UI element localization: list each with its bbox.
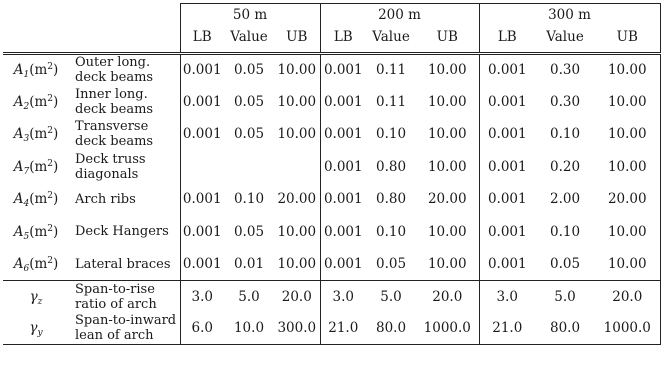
- symbol-base: A: [13, 191, 24, 208]
- row-description: [69, 118, 180, 151]
- cell-300m-value: 5.0: [535, 281, 595, 313]
- description-line-2: deck beams: [75, 134, 154, 150]
- cell-300m-value: 2.00: [550, 191, 581, 208]
- header-blank: [3, 4, 180, 24]
- symbol-unit: (m: [29, 191, 48, 208]
- row-description: [69, 151, 180, 184]
- cell-200m-ub: 10.00: [416, 53, 479, 86]
- symbol-subscript: 1: [23, 70, 30, 80]
- cell-200m-ub: 10.00: [416, 248, 479, 281]
- cell-300m-ub: 20.0: [595, 281, 660, 313]
- cell-300m-ub: 10.00: [595, 216, 660, 249]
- col-header-ub: UB: [416, 23, 479, 53]
- cell-200m-value: 0.80: [376, 158, 407, 175]
- cell-200m-value: 0.05: [376, 256, 407, 272]
- symbol-subscript: 3: [23, 134, 30, 145]
- symbol-close: ): [53, 93, 59, 110]
- cell-50m-lb: [180, 151, 224, 184]
- cell-300m-lb: 3.0: [479, 281, 535, 313]
- cell-300m-lb: 0.001: [487, 223, 527, 240]
- row-symbol: [3, 151, 69, 184]
- symbol-base: A: [13, 256, 24, 272]
- cell-200m-ub: 10.00: [416, 151, 479, 184]
- cell-200m-lb: 0.001: [323, 223, 363, 240]
- cell-200m-ub: 1000.0: [416, 313, 479, 345]
- symbol-exponent: 2: [47, 126, 53, 137]
- row-description: [69, 313, 180, 345]
- symbol-exponent: 2: [47, 191, 53, 202]
- symbol-base: A: [13, 93, 24, 110]
- row-symbol: [3, 281, 69, 313]
- cell-50m-ub: 300.0: [274, 313, 320, 345]
- cell-50m-lb: 0.001: [182, 93, 222, 110]
- cell-200m-lb: 0.001: [323, 191, 363, 208]
- gamma-row: [3, 313, 660, 345]
- cell-300m-ub: 10.00: [595, 248, 660, 281]
- row-symbol: [3, 53, 69, 86]
- area-row: [3, 151, 660, 184]
- col-header-lb: LB: [320, 23, 366, 53]
- col-header-value: Value: [366, 23, 416, 53]
- symbol-exponent: 2: [47, 223, 53, 234]
- row-description: [69, 216, 180, 249]
- cell-300m-lb: 21.0: [479, 313, 535, 345]
- cell-200m-lb: 0.001: [323, 256, 363, 272]
- cell-300m-value: 80.0: [535, 313, 595, 345]
- symbol-exponent: 2: [47, 158, 53, 169]
- symbol-close: ): [53, 191, 59, 208]
- cell-200m-lb: 21.0: [320, 313, 366, 345]
- symbol-close: ): [53, 158, 59, 175]
- symbol-unit: (m: [29, 223, 48, 240]
- cell-50m-ub: 10.00: [274, 53, 320, 86]
- symbol-base: γ: [29, 288, 38, 305]
- description-line-2: ratio of arch: [75, 296, 157, 312]
- cell-300m-lb: 0.001: [487, 256, 527, 272]
- symbol-subscript: 6: [23, 264, 30, 274]
- cell-50m-value: 0.01: [233, 256, 265, 272]
- description-line-1: Lateral braces: [75, 256, 171, 272]
- col-header-value: Value: [224, 23, 274, 53]
- cell-50m-lb: 0.001: [182, 62, 222, 78]
- cell-300m-value: 0.30: [550, 93, 581, 110]
- cell-50m-ub: 10.00: [274, 216, 320, 249]
- cell-200m-lb: 0.001: [323, 62, 363, 78]
- cell-300m-lb: 0.001: [487, 93, 527, 110]
- symbol-base: A: [13, 158, 24, 175]
- cell-300m-value: 0.10: [550, 223, 581, 240]
- cell-50m-ub: 10.00: [274, 118, 320, 151]
- cell-50m-lb: 6.0: [180, 313, 224, 345]
- symbol-close: ): [53, 223, 59, 240]
- cell-200m-value: 0.10: [376, 223, 407, 240]
- cell-50m-lb: 0.001: [182, 256, 222, 272]
- cell-300m-ub: 10.00: [595, 86, 660, 119]
- cell-300m-value: 0.10: [550, 126, 581, 143]
- area-row: [3, 248, 660, 281]
- cell-300m-value: 0.30: [550, 62, 581, 78]
- group-header-200m: 200 m: [320, 4, 479, 24]
- symbol-base: A: [13, 62, 24, 78]
- description-line-2: deck beams: [75, 101, 154, 117]
- symbol-exponent: 2: [47, 62, 53, 72]
- cell-50m-ub: 20.00: [274, 183, 320, 216]
- cell-50m-ub: 20.0: [274, 281, 320, 313]
- header-blank-2: [3, 23, 180, 53]
- cell-200m-lb: 0.001: [323, 93, 363, 110]
- parameter-bounds-table: [3, 3, 661, 345]
- cell-300m-lb: 0.001: [487, 191, 527, 208]
- symbol-subscript: z: [37, 296, 43, 307]
- group-header-50m: 50 m: [180, 4, 320, 24]
- cell-50m-value: 0.05: [233, 93, 265, 110]
- cell-300m-ub: 10.00: [595, 118, 660, 151]
- cell-200m-lb: 3.0: [320, 281, 366, 313]
- symbol-unit: (m: [29, 158, 48, 175]
- symbol-unit: (m: [29, 126, 48, 143]
- cell-300m-ub: 10.00: [595, 53, 660, 86]
- symbol-unit: (m: [29, 256, 48, 272]
- cell-300m-lb: 0.001: [487, 126, 527, 143]
- col-header-value: Value: [535, 23, 595, 53]
- symbol-close: ): [53, 256, 59, 272]
- cell-300m-ub: 10.00: [595, 151, 660, 184]
- symbol-subscript: 4: [23, 199, 30, 210]
- cell-200m-ub: 20.00: [416, 183, 479, 216]
- symbol-base: A: [13, 126, 24, 143]
- row-symbol: [3, 183, 69, 216]
- row-description: [69, 281, 180, 313]
- col-header-lb: LB: [479, 23, 535, 53]
- row-symbol: [3, 86, 69, 119]
- description-line-1: Inner long.: [75, 86, 148, 102]
- symbol-base: γ: [29, 320, 38, 337]
- col-header-lb: LB: [180, 23, 224, 53]
- row-symbol: [3, 216, 69, 249]
- group-header-300m: 300 m: [479, 4, 660, 24]
- description-line-2: lean of arch: [75, 328, 154, 344]
- description-line-1: Arch ribs: [75, 191, 136, 207]
- cell-50m-value: 5.0: [224, 281, 274, 313]
- col-header-ub: UB: [274, 23, 320, 53]
- description-line-1: Deck Hangers: [75, 224, 169, 240]
- symbol-subscript: 7: [23, 166, 30, 177]
- cell-50m-value: 10.0: [224, 313, 274, 345]
- cell-200m-value: 5.0: [366, 281, 416, 313]
- cell-50m-value: [224, 151, 274, 184]
- row-symbol: [3, 313, 69, 345]
- cell-50m-value: 0.10: [233, 191, 265, 208]
- row-description: [69, 248, 180, 281]
- symbol-close: ): [53, 62, 59, 78]
- cell-200m-ub: 10.00: [416, 216, 479, 249]
- description-line-1: Transverse: [75, 119, 149, 135]
- cell-200m-value: 0.11: [376, 93, 407, 110]
- cell-300m-lb: 0.001: [487, 62, 527, 78]
- symbol-subscript: 5: [23, 231, 30, 242]
- description-line-2: diagonals: [75, 166, 139, 182]
- area-row: [3, 53, 660, 86]
- cell-50m-lb: 0.001: [182, 223, 222, 240]
- cell-300m-value: 0.05: [550, 256, 581, 272]
- cell-50m-ub: 10.00: [274, 248, 320, 281]
- col-header-ub: UB: [595, 23, 660, 53]
- cell-200m-ub: 20.0: [416, 281, 479, 313]
- symbol-unit: (m: [29, 62, 48, 78]
- cell-50m-lb: 3.0: [180, 281, 224, 313]
- area-row: [3, 86, 660, 119]
- cell-200m-value: 0.11: [376, 62, 407, 78]
- description-line-1: Outer long.: [75, 55, 151, 70]
- symbol-subscript: y: [37, 328, 43, 339]
- symbol-exponent: 2: [47, 93, 53, 104]
- row-symbol: [3, 248, 69, 281]
- cell-200m-ub: 10.00: [416, 118, 479, 151]
- area-row: [3, 183, 660, 216]
- cell-200m-value: 0.80: [376, 191, 407, 208]
- description-line-1: Span-to-inward: [75, 313, 177, 329]
- cell-300m-lb: 0.001: [487, 158, 527, 175]
- cell-50m-lb: 0.001: [182, 126, 222, 143]
- cell-200m-value: 0.10: [376, 126, 407, 143]
- cell-300m-value: 0.20: [550, 158, 581, 175]
- cell-50m-value: 0.05: [233, 62, 265, 78]
- cell-50m-value: 0.05: [233, 223, 265, 240]
- description-line-1: Span-to-rise: [75, 281, 155, 297]
- row-description: [69, 86, 180, 119]
- symbol-unit: (m: [29, 93, 48, 110]
- symbol-subscript: 2: [23, 101, 30, 112]
- cell-200m-ub: 10.00: [416, 86, 479, 119]
- cell-200m-value: 80.0: [366, 313, 416, 345]
- cell-200m-lb: 0.001: [323, 126, 363, 143]
- symbol-exponent: 2: [47, 256, 53, 266]
- cell-200m-lb: 0.001: [323, 158, 363, 175]
- cell-300m-ub: 1000.0: [595, 313, 660, 345]
- symbol-close: ): [53, 126, 59, 143]
- cell-50m-lb: 0.001: [182, 191, 222, 208]
- area-row: [3, 216, 660, 249]
- cell-50m-value: 0.05: [233, 126, 265, 143]
- cell-50m-ub: 10.00: [274, 86, 320, 119]
- row-description: [69, 53, 180, 86]
- area-row: [3, 118, 660, 151]
- gamma-row: [3, 281, 660, 313]
- row-symbol: [3, 118, 69, 151]
- cell-300m-ub: 20.00: [595, 183, 660, 216]
- description-line-2: deck beams: [75, 70, 154, 85]
- row-description: [69, 183, 180, 216]
- description-line-1: Deck truss: [75, 151, 146, 167]
- cell-50m-ub: [274, 151, 320, 184]
- symbol-base: A: [13, 223, 24, 240]
